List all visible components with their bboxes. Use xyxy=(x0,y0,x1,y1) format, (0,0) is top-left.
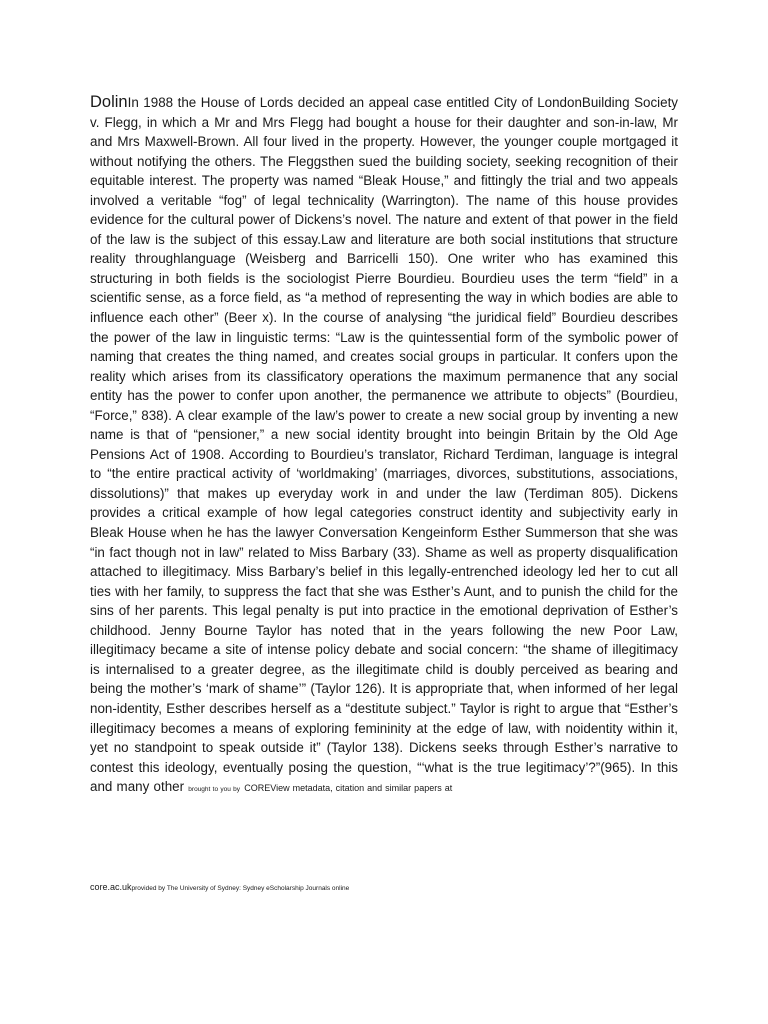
essay-paragraph xyxy=(90,93,678,797)
core-site-link[interactable]: core.ac.uk xyxy=(90,882,132,892)
core-provider-text: provided by The University of Sydney: Sydney eScholarship Journals online xyxy=(131,885,350,892)
core-brought-to-you-by: brought to you by xyxy=(188,786,241,794)
essay-body-text: In 1988 the House of Lords decided an appeal case entitled City of LondonBuilding Society v. Flegg, in which a Mr and Mrs Flegg had bought a house for their daughter and son-in-law, Mr and Mrs Maxwell-Brown. All four lived in the property. However, the younger couple mortgaged it without notifying the others. The Fleggsthen sued the building society, seeking recognition of their equitable interest. The property was named “Bleak House,” and fittingly the trial and two appeals involved a veritable “fog” of legal technicality (Warrington). The name of this house provides evidence for the cultural power of Dickens’s novel. The nature and extent of that power in the field of the law is the subject of this essay.Law and literature are both social institutions that structure reality throughlanguage (Weisberg and Barricelli 150). One writer who has examined this structuring in both fields is the sociologist Pierre Bourdieu. Bourdieu uses the term “field” in a scientific sense, as a force field, as “a method of representing the way in which bodies are able to influence each other” (Beer x). In the course of analysing “the juridical field” Bourdieu describes the power of the law in linguistic terms: “Law is the quintessential form of the symbolic power of naming that creates the thing named, and creates social groups in particular. It confers upon the reality which arises from its classificatory operations the maximum permanence that any social entity has the power to confer upon another, the permanence we attribute to objects” (Bourdieu, “Force,” 838). A clear example of the law’s power to create a new social group by inventing a new name is that of “pensioner,” a new social identity brought into beingin Britain by the Old Age Pensions Act of 1908. According to Bourdieu’s translator, Richard Terdiman, language is integral to “the entire practical activity of ‘worldmaking’ (marriages, divorces, substitutions, associations, dissolutions)” that makes up everyday work in and under the law (Terdiman 805). Dickens provides a critical example of how legal categories construct identity and subjectivity early in Bleak House when he has the lawyer Conversation Kengeinform Esther Summerson that she was “in fact though not in law” related to Miss Barbary (33). Shame as well as property disqualification attached to illegitimacy. Miss Barbary’s belief in this legally-entrenched ideology led her to cut all ties with her family, to suppress the fact that she was Esther’s Aunt, and to punish the child for the sins of her parents. This legal penalty is put into practice in the emotional deprivation of Esther’s childhood. Jenny Bourne Taylor has noted that in the years following the new Poor Law, illegitimacy became a site of intense policy debate and social concern: “the shame of illegitimacy is internalised to a greater degree, as the illegitimate child is doubly perceived as bearing and being the mother’s ‘mark of shame’” (Taylor 126). It is appropriate that, when informed of her legal non-identity, Esther describes herself as a “destitute subject.” Taylor is right to argue that “Esther’s illegitimacy becomes a means of exploring femininity at the edge of law, with noidentity within it, yet no standpoint to speak outside it” (Taylor 138). Dickens seeks through Esther’s narrative to contest this ideology, eventually posing the question, “‘what is the true legitimacy’?”(965). In this and many other xyxy=(90,95,678,795)
core-view-metadata-link[interactable]: View metadata, citation and similar papers at xyxy=(270,783,453,794)
core-logo-text[interactable]: CORE xyxy=(244,783,271,794)
author-name: Dolin xyxy=(90,93,128,111)
core-footer xyxy=(90,877,690,895)
